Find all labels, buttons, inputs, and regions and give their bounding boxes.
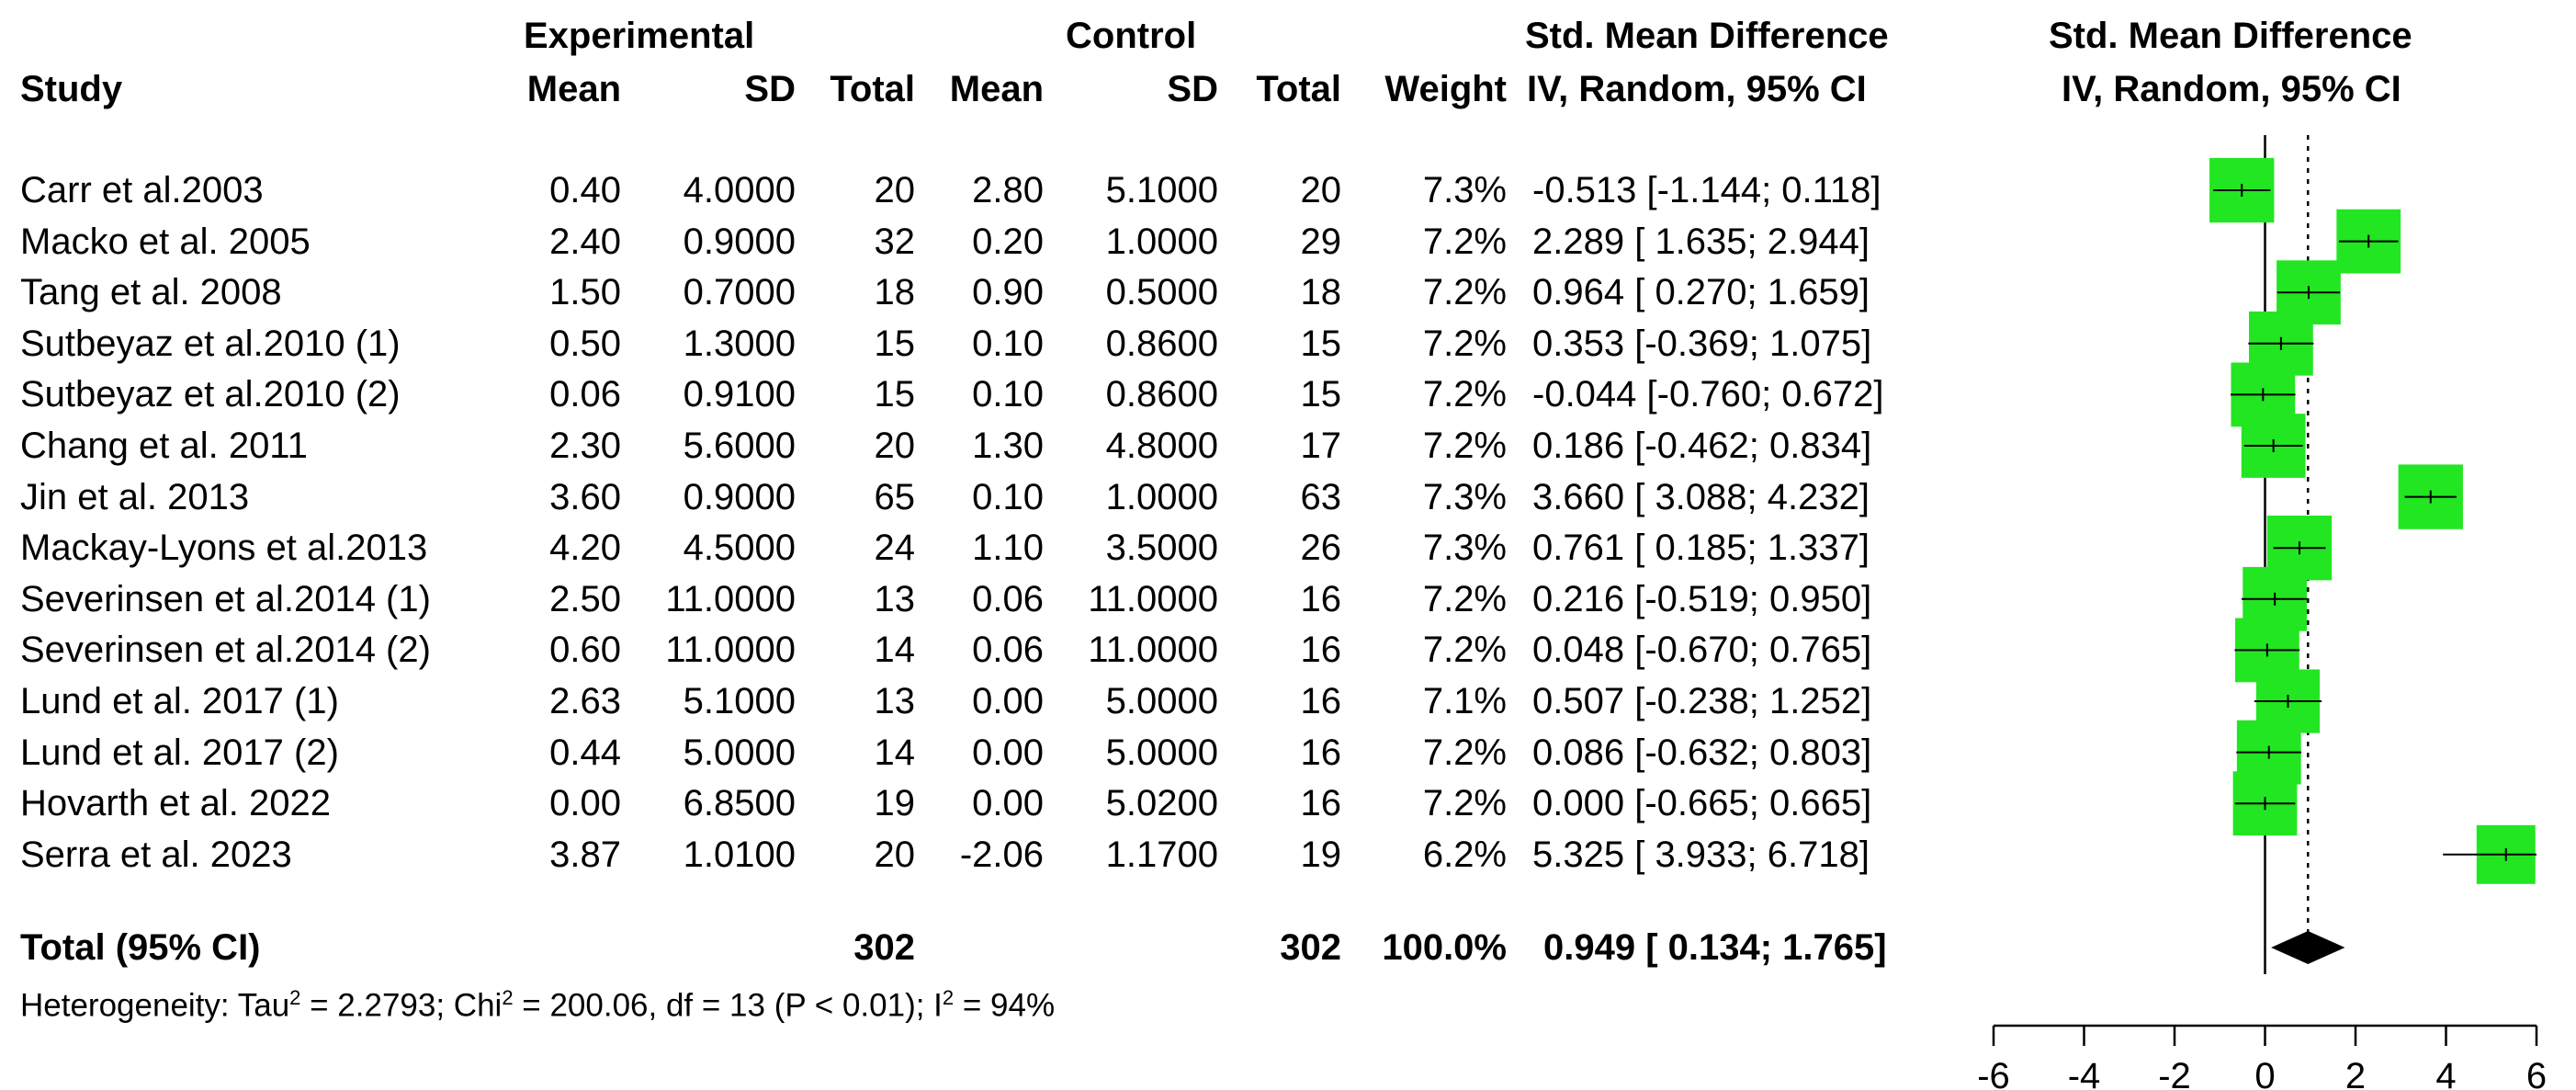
weight-header: Weight [1384, 69, 1507, 109]
cell-c-total: 16 [1300, 630, 1341, 671]
cell-c-sd: 5.0200 [1105, 783, 1218, 824]
cell-name: Mackay-Lyons et al.2013 [20, 528, 428, 569]
x-tick-label: -4 [2067, 1056, 2101, 1090]
cell-c-sd: 5.1000 [1105, 170, 1218, 210]
total-label: Total (95% CI) [20, 927, 261, 968]
cell-c-total: 16 [1300, 681, 1341, 721]
cell-e-mean: 2.63 [549, 681, 621, 721]
cell-ci: 0.186 [-0.462; 0.834] [1532, 426, 1872, 466]
control-header: Control [1066, 16, 1197, 56]
cell-name: Jin et al. 2013 [20, 476, 250, 517]
cell-c-mean: 0.00 [972, 783, 1044, 824]
cell-e-sd: 5.1000 [683, 681, 796, 721]
cell-c-total: 29 [1300, 221, 1341, 262]
plot-subtitle: IV, Random, 95% CI [2062, 69, 2401, 109]
cell-c-mean: 0.06 [972, 578, 1044, 619]
cell-name: Sutbeyaz et al.2010 (1) [20, 323, 401, 364]
cell-c-total: 20 [1300, 170, 1341, 210]
cell-ci: 0.353 [-0.369; 1.075] [1532, 323, 1872, 364]
ctrl-sd-header: SD [1167, 69, 1218, 109]
cell-e-mean: 0.50 [549, 323, 621, 364]
cell-weight: 7.3% [1422, 528, 1507, 569]
x-tick-label: 2 [2344, 1056, 2367, 1090]
cell-e-total: 13 [874, 681, 915, 721]
plot-title: Std. Mean Difference [2049, 16, 2412, 56]
cell-c-total: 63 [1300, 476, 1341, 517]
cell-weight: 7.3% [1422, 170, 1507, 210]
cell-c-sd: 0.8600 [1105, 374, 1218, 415]
cell-c-sd: 4.8000 [1105, 426, 1218, 466]
cell-c-sd: 11.0000 [1088, 630, 1218, 671]
cell-e-mean: 3.87 [549, 834, 621, 875]
cell-c-total: 26 [1300, 528, 1341, 569]
cell-c-mean: -2.06 [959, 834, 1044, 875]
cell-c-mean: 2.80 [972, 170, 1044, 210]
x-tick-label: 4 [2435, 1056, 2457, 1090]
experimental-header: Experimental [524, 16, 755, 56]
cell-e-sd: 4.0000 [683, 170, 796, 210]
cell-name: Severinsen et al.2014 (2) [20, 630, 431, 671]
exp-sd-header: SD [744, 69, 796, 109]
cell-c-mean: 0.90 [972, 272, 1044, 313]
cell-e-total: 32 [874, 221, 915, 262]
cell-c-mean: 0.00 [972, 732, 1044, 773]
pooled-diamond [2271, 931, 2344, 964]
cell-e-mean: 0.40 [549, 170, 621, 210]
total-weight: 100.0% [1382, 927, 1507, 968]
cell-name: Carr et al.2003 [20, 170, 264, 210]
cell-e-sd: 5.0000 [683, 732, 796, 773]
cell-weight: 6.2% [1422, 834, 1507, 875]
cell-weight: 7.2% [1422, 272, 1507, 313]
total-ctrl-n: 302 [1280, 927, 1341, 968]
total-exp-n: 302 [853, 927, 915, 968]
cell-weight: 7.2% [1422, 221, 1507, 262]
cell-e-total: 18 [874, 272, 915, 313]
cell-weight: 7.2% [1422, 578, 1507, 619]
cell-ci: -0.044 [-0.760; 0.672] [1532, 374, 1884, 415]
cell-c-sd: 3.5000 [1105, 528, 1218, 569]
cell-name: Lund et al. 2017 (2) [20, 732, 339, 773]
cell-c-mean: 1.30 [972, 426, 1044, 466]
cell-c-mean: 0.20 [972, 221, 1044, 262]
cell-c-mean: 0.10 [972, 323, 1044, 364]
cell-e-total: 24 [874, 528, 915, 569]
exp-total-header: Total [830, 69, 915, 109]
cell-e-mean: 0.06 [549, 374, 621, 415]
cell-weight: 7.1% [1422, 681, 1507, 721]
cell-weight: 7.2% [1422, 323, 1507, 364]
cell-e-total: 65 [874, 476, 915, 517]
cell-ci: 0.000 [-0.665; 0.665] [1532, 783, 1872, 824]
cell-c-total: 16 [1300, 732, 1341, 773]
ctrl-mean-header: Mean [949, 69, 1044, 109]
total-ci: 0.949 [ 0.134; 1.765] [1543, 927, 1887, 968]
cell-c-mean: 0.10 [972, 476, 1044, 517]
cell-e-sd: 0.7000 [683, 272, 796, 313]
cell-c-total: 18 [1300, 272, 1341, 313]
cell-e-mean: 4.20 [549, 528, 621, 569]
cell-c-mean: 0.10 [972, 374, 1044, 415]
cell-c-sd: 0.8600 [1105, 323, 1218, 364]
cell-c-mean: 0.00 [972, 681, 1044, 721]
cell-weight: 7.3% [1422, 476, 1507, 517]
cell-ci: 0.048 [-0.670; 0.765] [1532, 630, 1872, 671]
x-tick-label: 6 [2525, 1056, 2548, 1090]
cell-ci: 0.964 [ 0.270; 1.659] [1532, 272, 1870, 313]
cell-e-sd: 6.8500 [683, 783, 796, 824]
cell-c-total: 15 [1300, 374, 1341, 415]
cell-e-sd: 1.3000 [683, 323, 796, 364]
cell-name: Macko et al. 2005 [20, 221, 311, 262]
cell-e-sd: 0.9000 [683, 221, 796, 262]
cell-e-total: 13 [874, 578, 915, 619]
cell-e-sd: 0.9100 [683, 374, 796, 415]
cell-name: Tang et al. 2008 [20, 272, 282, 313]
cell-c-sd: 1.0000 [1105, 476, 1218, 517]
cell-name: Hovarth et al. 2022 [20, 783, 331, 824]
smd-column-title: Std. Mean Difference [1525, 16, 1889, 56]
cell-c-sd: 1.0000 [1105, 221, 1218, 262]
cell-e-sd: 11.0000 [665, 630, 796, 671]
cell-name: Chang et al. 2011 [20, 426, 308, 466]
cell-e-sd: 1.0100 [683, 834, 796, 875]
cell-c-total: 16 [1300, 578, 1341, 619]
cell-e-sd: 4.5000 [683, 528, 796, 569]
cell-e-mean: 0.60 [549, 630, 621, 671]
cell-ci: 0.086 [-0.632; 0.803] [1532, 732, 1872, 773]
cell-ci: 5.325 [ 3.933; 6.718] [1532, 834, 1870, 875]
cell-e-total: 19 [874, 783, 915, 824]
cell-e-total: 15 [874, 374, 915, 415]
cell-ci: 0.761 [ 0.185; 1.337] [1532, 528, 1870, 569]
cell-weight: 7.2% [1422, 783, 1507, 824]
cell-ci: 2.289 [ 1.635; 2.944] [1532, 221, 1870, 262]
cell-ci: 0.507 [-0.238; 1.252] [1532, 681, 1872, 721]
cell-c-sd: 0.5000 [1105, 272, 1218, 313]
cell-weight: 7.2% [1422, 374, 1507, 415]
cell-c-total: 16 [1300, 783, 1341, 824]
x-tick-label: 0 [2254, 1056, 2276, 1090]
cell-e-mean: 0.44 [549, 732, 621, 773]
cell-e-mean: 3.60 [549, 476, 621, 517]
cell-name: Lund et al. 2017 (1) [20, 681, 339, 721]
cell-c-sd: 5.0000 [1105, 681, 1218, 721]
ctrl-total-header: Total [1256, 69, 1341, 109]
cell-c-total: 19 [1300, 834, 1341, 875]
cell-ci: 3.660 [ 3.088; 4.232] [1532, 476, 1870, 517]
cell-e-mean: 0.00 [549, 783, 621, 824]
cell-c-sd: 5.0000 [1105, 732, 1218, 773]
cell-c-total: 15 [1300, 323, 1341, 364]
cell-name: Sutbeyaz et al.2010 (2) [20, 374, 401, 415]
smd-column-subtitle: IV, Random, 95% CI [1527, 69, 1867, 109]
cell-e-total: 15 [874, 323, 915, 364]
cell-ci: -0.513 [-1.144; 0.118] [1532, 170, 1881, 210]
exp-mean-header: Mean [526, 69, 621, 109]
cell-e-mean: 2.40 [549, 221, 621, 262]
cell-name: Severinsen et al.2014 (1) [20, 578, 431, 619]
x-tick-label: -2 [2158, 1056, 2191, 1090]
cell-e-sd: 5.6000 [683, 426, 796, 466]
cell-name: Serra et al. 2023 [20, 834, 292, 875]
cell-c-sd: 11.0000 [1088, 578, 1218, 619]
cell-e-total: 14 [874, 630, 915, 671]
cell-c-mean: 1.10 [972, 528, 1044, 569]
cell-e-sd: 0.9000 [683, 476, 796, 517]
cell-e-total: 14 [874, 732, 915, 773]
cell-ci: 0.216 [-0.519; 0.950] [1532, 578, 1872, 619]
cell-c-total: 17 [1300, 426, 1341, 466]
cell-e-total: 20 [874, 426, 915, 466]
cell-weight: 7.2% [1422, 426, 1507, 466]
cell-e-total: 20 [874, 170, 915, 210]
cell-c-sd: 1.1700 [1105, 834, 1218, 875]
cell-e-mean: 2.50 [549, 578, 621, 619]
x-tick-label: -6 [1977, 1056, 2010, 1090]
cell-c-mean: 0.06 [972, 630, 1044, 671]
heterogeneity-text: Heterogeneity: Tau$^2$ = 2.2793; Chi$^2$ = 200.06, df = 13 (P < 0.01); $I^2 = 94\%$ [20, 986, 1056, 1024]
cell-e-sd: 11.0000 [665, 578, 796, 619]
cell-e-total: 20 [874, 834, 915, 875]
cell-e-mean: 1.50 [549, 272, 621, 313]
cell-weight: 7.2% [1422, 732, 1507, 773]
cell-weight: 7.2% [1422, 630, 1507, 671]
cell-e-mean: 2.30 [549, 426, 621, 466]
study-header: Study [20, 69, 123, 109]
